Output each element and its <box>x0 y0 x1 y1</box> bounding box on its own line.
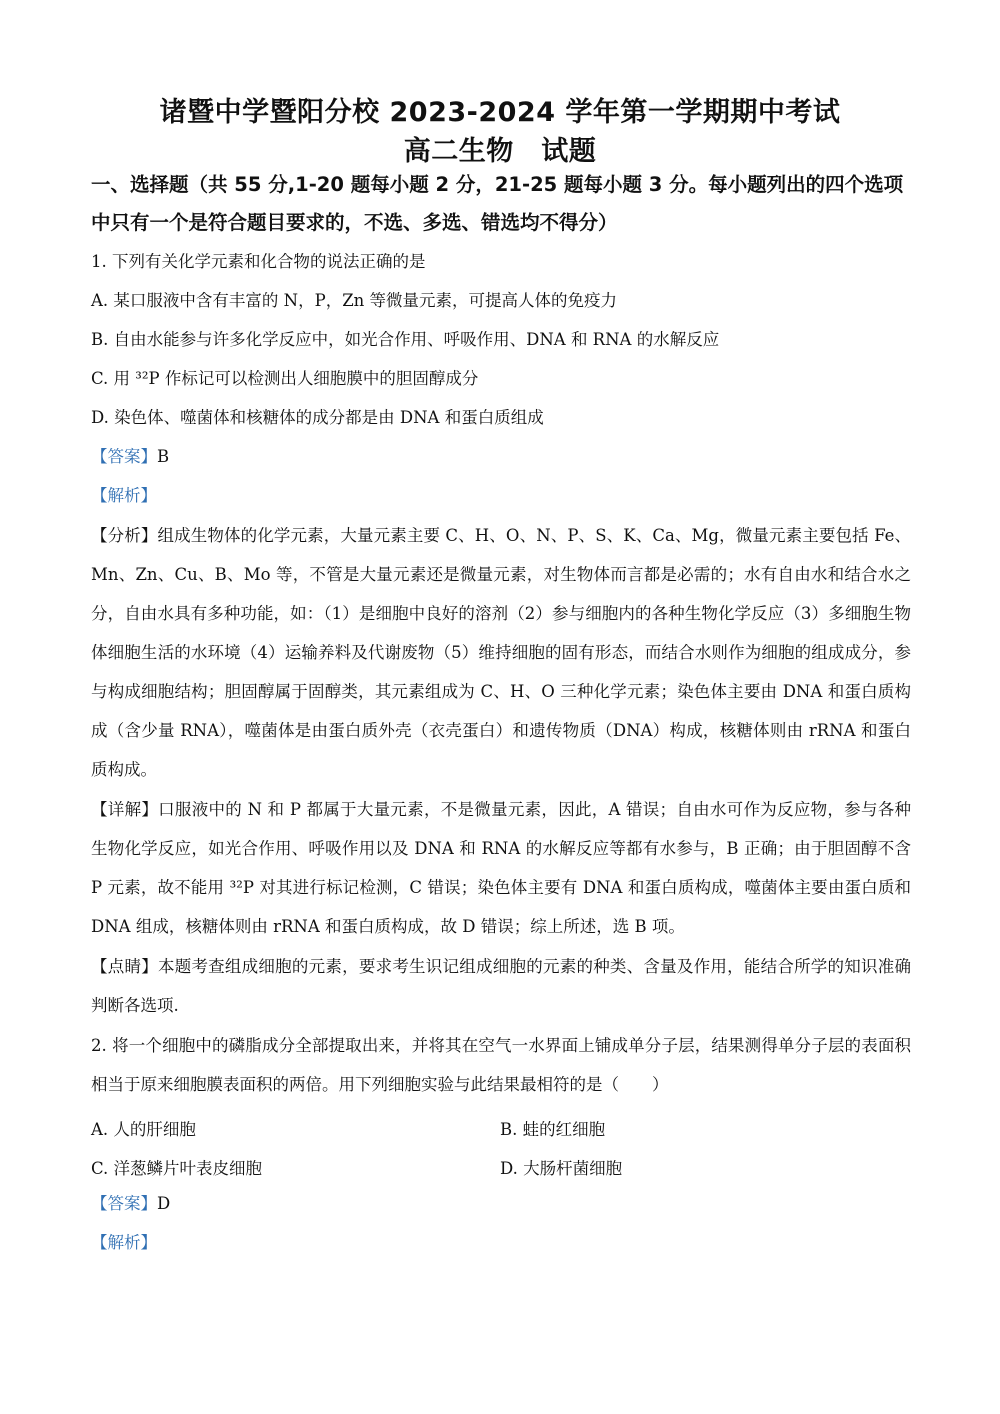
dianjing-text: 本题考查组成细胞的元素，要求考生识记组成细胞的元素的种类、含量及作用，能结合所学的知识准确判断各选项. <box>91 957 912 1015</box>
q2-options-row-1 <box>91 1116 911 1140</box>
answer-label: 【答案】 <box>91 1194 157 1213</box>
q2-option-d: D. 大肠杆菌细胞 <box>500 1159 623 1178</box>
q2-option-c: C. 洋葱鳞片叶表皮细胞 <box>91 1159 263 1178</box>
q2-answer <box>91 1184 911 1223</box>
q1-fenxi <box>91 516 911 789</box>
fenxi-label: 【分析】 <box>91 526 158 545</box>
exam-title: 诸暨中学暨阳分校 2023-2024 学年第一学期期中考试 <box>159 97 841 128</box>
q1-answer <box>91 437 911 476</box>
q2-analysis-label: 【解析】 <box>91 1233 157 1252</box>
q1-stem: 1. 下列有关化学元素和化合物的说法正确的是 <box>91 252 426 271</box>
xiangjie-text: 口服液中的 N 和 P 都属于大量元素，不是微量元素，因此，A 错误；自由水可作为反应物，参与各种生物化学反应，如光合作用、呼吸作用以及 DNA 和 RNA 的水解反应等都有水参与，B 正确；由于胆固醇不含 P 元素，故不能用 ³²P 对其进行标记检测，C 错误；染色体主要有 DNA 和蛋白质构成，噬菌体主要由蛋白质和 DNA 组成，核糖体则由 rRNA 和蛋白质构成，故 D 错误；综上所述，选 B 项。 <box>91 800 912 936</box>
q1-option-d: D. 染色体、噬菌体和核糖体的成分都是由 DNA 和蛋白质组成 <box>91 408 544 427</box>
answer-value: B <box>157 447 170 466</box>
fenxi-text: 组成生物体的化学元素，大量元素主要 C、H、O、N、P、S、K、Ca、Mg，微量元素主要包括 Fe、Mn、Zn、Cu、B、Mo 等，不管是大量元素还是微量元素，对生物体而言都是必需的；水有自由水和结合水之分，自由水具有多种功能，如：（1）是细胞中良好的溶剂（2）参与细胞内的各种生物化学反应（3）多细胞生物体细胞生活的水环境（4）运输养料及代谢废物（5）维持细胞的固有形态，而结合水则作为细胞的组成成分，参与构成细胞结构；胆固醇属于固醇类，其元素组成为 C、H、O 三种化学元素；染色体主要由 DNA 和蛋白质构成（含少量 RNA），噬菌体是由蛋白质外壳（衣壳蛋白）和遗传物质（DNA）构成，核糖体则由 rRNA 和蛋白质构成。 <box>91 526 912 779</box>
q2-option-b: B. 蛙的红细胞 <box>500 1120 606 1139</box>
q1-dianjing <box>91 947 911 1025</box>
q1-option-a: A. 某口服液中含有丰富的 N，P，Zn 等微量元素，可提高人体的免疫力 <box>91 291 618 310</box>
q1-option-c: C. 用 ³²P 作标记可以检测出人细胞膜中的胆固醇成分 <box>91 369 479 388</box>
q2-stem: 2. 将一个细胞中的磷脂成分全部提取出来，并将其在空气一水界面上铺成单分子层，结果测得单分子层的表面积相当于原来细胞膜表面积的两倍。用下列细胞实验与此结果最相符的是（ ） <box>91 1036 911 1094</box>
exam-subtitle: 高二生物 试题 <box>403 136 597 167</box>
q2-option-a: A. 人的肝细胞 <box>91 1120 196 1139</box>
answer-label: 【答案】 <box>91 447 157 466</box>
dianjing-label: 【点睛】 <box>91 957 158 976</box>
xiangjie-label: 【详解】 <box>91 800 159 819</box>
section-heading: 一、选择题（共 55 分,1-20 题每小题 2 分，21-25 题每小题 3 分。每小题列出的四个选项中只有一个是符合题目要求的，不选、多选、错选均不得分） <box>91 173 904 234</box>
q1-xiangjie <box>91 790 911 946</box>
answer-value: D <box>157 1194 171 1213</box>
q2-options-row-2 <box>91 1155 911 1179</box>
q1-option-b: B. 自由水能参与许多化学反应中，如光合作用、呼吸作用、DNA 和 RNA 的水解反应 <box>91 330 720 349</box>
q1-analysis-label: 【解析】 <box>91 486 157 505</box>
